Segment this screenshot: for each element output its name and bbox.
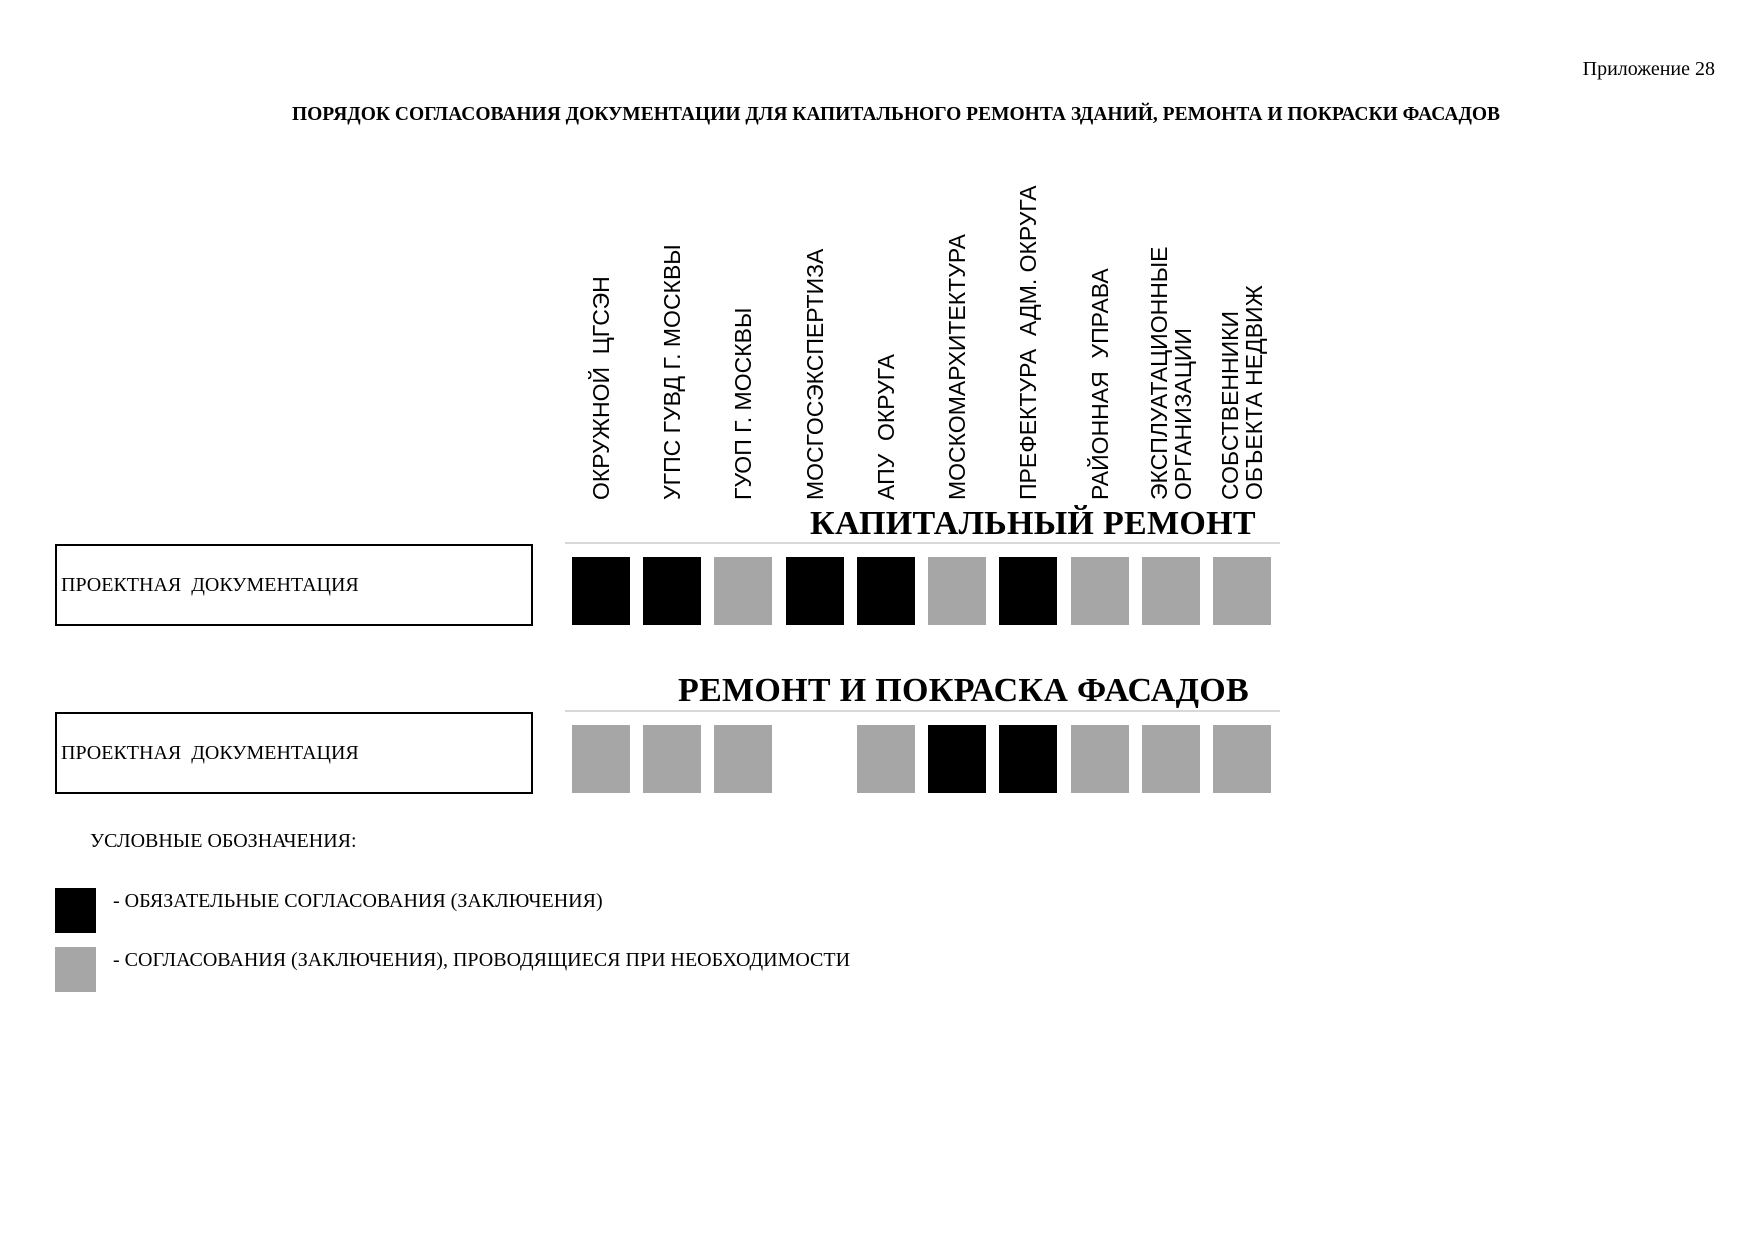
approval-cell-mandatory	[786, 557, 844, 625]
section-divider	[565, 542, 1280, 544]
column-header-7: ПРЕФЕКТУРА АДМ. ОКРУГА	[1015, 185, 1041, 500]
document-title: ПОРЯДОК СОГЛАСОВАНИЯ ДОКУМЕНТАЦИИ ДЛЯ КАПИТАЛЬНОГО РЕМОНТА ЗДАНИЙ, РЕМОНТА И ПОКРАСКИ ФАСАДОВ	[291, 104, 1501, 125]
approval-cell-optional	[1213, 557, 1271, 625]
approval-cell-optional	[1071, 725, 1129, 793]
approval-cell-optional	[1142, 725, 1200, 793]
approval-cell-optional	[714, 557, 772, 625]
section-title-capital-repair: КАПИТАЛЬНЫЙ РЕМОНТ	[810, 505, 1256, 542]
column-header-2: УГПС ГУВД Г. МОСКВЫ	[659, 244, 685, 500]
row-label-project-docs: ПРОЕКТНАЯ ДОКУМЕНТАЦИЯ	[55, 712, 533, 794]
approval-cell-optional	[1071, 557, 1129, 625]
approval-cell-mandatory	[572, 557, 630, 625]
approval-cell-mandatory	[999, 557, 1057, 625]
approval-cell-optional	[1142, 557, 1200, 625]
approval-cell-mandatory	[928, 725, 986, 793]
column-header-3: ГУОП Г. МОСКВЫ	[730, 307, 756, 500]
column-header-9: ЭКСПЛУАТАЦИОННЫЕ ОРГАНИЗАЦИИ	[1146, 246, 1196, 500]
approval-cell-optional	[643, 725, 701, 793]
approval-cell-mandatory	[999, 725, 1057, 793]
approval-cell-optional	[857, 725, 915, 793]
approval-cell-mandatory	[643, 557, 701, 625]
legend-text-mandatory: - ОБЯЗАТЕЛЬНЫЕ СОГЛАСОВАНИЯ (ЗАКЛЮЧЕНИЯ)	[113, 890, 603, 912]
row-label-project-docs: ПРОЕКТНАЯ ДОКУМЕНТАЦИЯ	[55, 544, 533, 626]
section-title-facade-repair: РЕМОНТ И ПОКРАСКА ФАСАДОВ	[678, 672, 1249, 709]
column-header-6: МОСКОМАРХИТЕКТУРА	[944, 234, 970, 500]
column-header-8: РАЙОННАЯ УПРАВА	[1087, 268, 1113, 500]
approval-cell-optional	[572, 725, 630, 793]
appendix-label: Приложение 28	[1582, 58, 1715, 80]
legend-text-optional: - СОГЛАСОВАНИЯ (ЗАКЛЮЧЕНИЯ), ПРОВОДЯЩИЕСЯ ПРИ НЕОБХОДИМОСТИ	[113, 949, 851, 971]
approval-cell-optional	[928, 557, 986, 625]
column-header-5: АПУ ОКРУГА	[873, 354, 899, 500]
approval-cell-mandatory	[857, 557, 915, 625]
column-header-1: ОКРУЖНОЙ ЦГСЭН	[588, 276, 614, 500]
column-header-4: МОСГОСЭКСПЕРТИЗА	[802, 248, 828, 500]
approval-cell-optional	[714, 725, 772, 793]
column-header-10: СОБСТВЕННИКИ ОБЪЕКТА НЕДВИЖ	[1217, 285, 1267, 500]
approval-cell-optional	[1213, 725, 1271, 793]
legend-swatch-optional	[55, 947, 96, 992]
legend-title: УСЛОВНЫЕ ОБОЗНАЧЕНИЯ:	[90, 830, 357, 852]
section-divider	[565, 710, 1280, 712]
legend-swatch-mandatory	[55, 888, 96, 933]
